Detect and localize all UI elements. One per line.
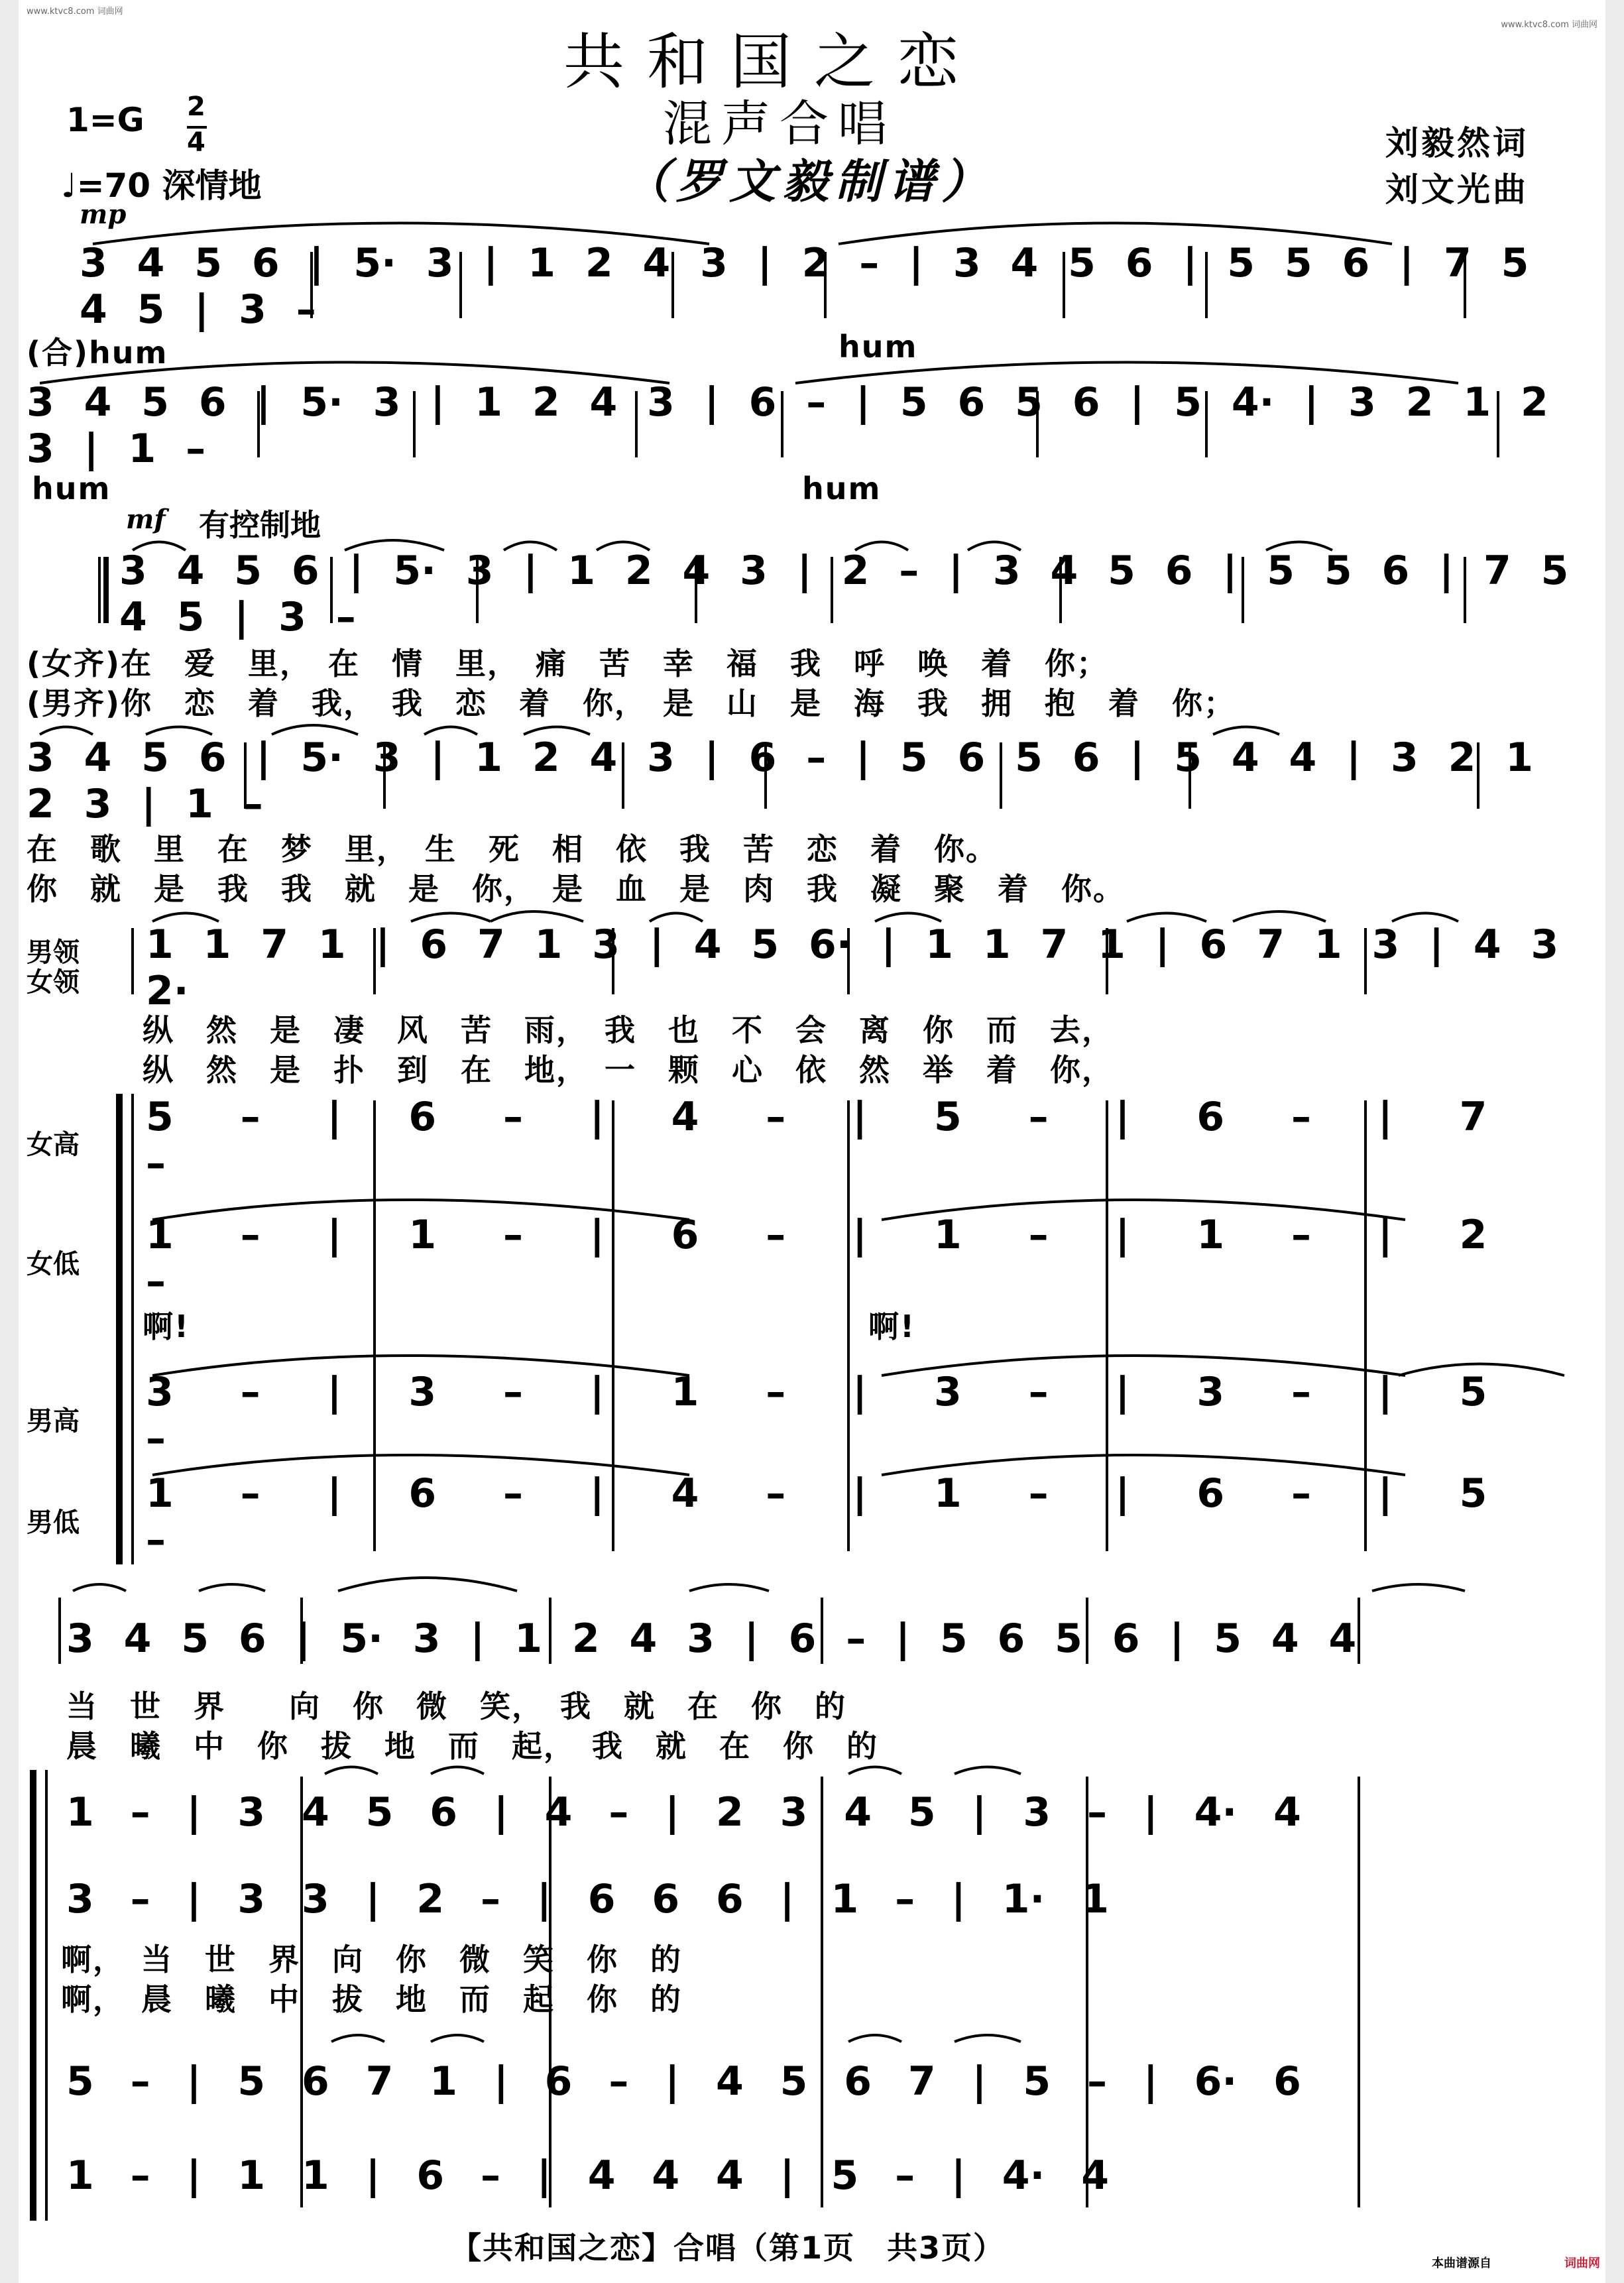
slur bbox=[955, 1767, 1021, 1775]
system1-lyric-b: hum bbox=[839, 329, 918, 365]
slur bbox=[93, 223, 709, 245]
slur bbox=[40, 727, 93, 735]
slur bbox=[1213, 727, 1279, 735]
slur bbox=[146, 727, 212, 735]
tie bbox=[882, 1200, 1405, 1220]
choir2-alto-notes: 3 – | 3 3 | 2 – | 6 6 6 | 1 – | 1· 1 bbox=[66, 1876, 1109, 1922]
composer-credit: 刘文光曲 bbox=[1385, 170, 1529, 209]
watermark-left: www.ktvc8.com 词曲网 bbox=[27, 7, 123, 17]
system7-lyric-2: 晨 曦 中 你 拔 地 而 起， 我 就 在 你 的 bbox=[66, 1728, 878, 1764]
tempo-marking: ♩=70 深情地 bbox=[61, 166, 262, 205]
choir2-soprano-notes: 1 – | 3 4 5 6 | 4 – | 2 3 4 5 | 3 – | 4· 4 bbox=[66, 1789, 1301, 1836]
label-male-lead: 男领 bbox=[27, 937, 80, 968]
slur bbox=[1372, 1584, 1465, 1591]
choir1-bass-notes: 1 – | 6 – | 4 – | 1 – | 6 – | 5 – bbox=[146, 1470, 1487, 1563]
system1-notes: 3 4 5 6 | 5· 3 | 1 2 4 3 | 2 – | 3 4 5 6 | 5 5 6 | 7 5 4 5 | 3 – bbox=[80, 240, 1529, 333]
tie bbox=[1399, 1364, 1564, 1376]
system2-lyric-a: hum bbox=[32, 471, 111, 506]
slur bbox=[338, 1578, 517, 1591]
choir2-lyric-2: 啊， 晨 曦 中 拔 地 而 起 你 的 bbox=[61, 1981, 682, 2017]
time-signature-bottom: 4 bbox=[187, 127, 205, 158]
slur bbox=[839, 223, 1392, 245]
slur bbox=[795, 363, 1458, 384]
slur bbox=[345, 540, 444, 550]
label-tenor: 男高 bbox=[27, 1406, 80, 1436]
slur bbox=[1392, 913, 1458, 922]
slur bbox=[73, 1584, 126, 1591]
slur bbox=[411, 913, 491, 922]
system3-lyric-female: (女齐)在 爱 里， 在 情 里， 痛 苦 幸 福 我 呼 唤 着 你； bbox=[27, 646, 1109, 681]
choir1-alto-notes: 1 – | 1 – | 6 – | 1 – | 1 – | 2 – bbox=[146, 1212, 1487, 1305]
tie bbox=[152, 1356, 689, 1376]
system5-lyric-2: 纵 然 是 扑 到 在 地， 一 颗 心 依 然 举 着 你， bbox=[143, 1052, 1114, 1088]
system4-notes: 3 4 5 6 | 5· 3 | 1 2 4 3 | 6 – | 5 6 5 6 | 5 4 4 | 3 2 1 2 3 | 1 – bbox=[27, 734, 1533, 827]
slur bbox=[331, 2035, 384, 2042]
slur bbox=[133, 542, 186, 551]
system4-lyric-2: 你 就 是 我 我 就 是 你， 是 血 是 肉 我 凝 聚 着 你。 bbox=[27, 871, 1125, 907]
tie bbox=[152, 1455, 689, 1475]
slur bbox=[848, 1767, 901, 1775]
slur bbox=[272, 725, 358, 734]
slur bbox=[40, 363, 669, 384]
slur bbox=[1266, 542, 1332, 551]
watermark-right: www.ktvc8.com 词曲网 bbox=[1501, 20, 1597, 30]
label-soprano: 女高 bbox=[27, 1130, 80, 1160]
system2-notes: 3 4 5 6 | 5· 3 | 1 2 4 3 | 6 – | 5 6 5 6 | 5 4· | 3 2 1 2 3 | 1 – bbox=[27, 379, 1548, 472]
choir1-ah-b: 啊! bbox=[868, 1309, 915, 1344]
slur bbox=[199, 1584, 265, 1591]
label-female-lead: 女领 bbox=[27, 967, 80, 998]
slur bbox=[968, 542, 1021, 551]
lyricist-credit: 刘毅然词 bbox=[1385, 124, 1529, 162]
choir1-tenor-notes: 3 – | 3 – | 1 – | 3 – | 3 – | 5 – bbox=[146, 1369, 1487, 1462]
slur bbox=[431, 2035, 484, 2042]
slur bbox=[689, 1584, 769, 1591]
footer-source-label: 本曲谱源自 bbox=[1432, 2256, 1491, 2270]
slur bbox=[875, 913, 941, 922]
system7-lyric-1: 当 世 界 向 你 微 笑， 我 就 在 你 的 bbox=[66, 1688, 846, 1724]
slur bbox=[152, 913, 219, 922]
label-alto: 女低 bbox=[27, 1249, 80, 1279]
system5-lyric-1: 纵 然 是 凄 风 苦 雨， 我 也 不 会 离 你 而 去， bbox=[143, 1012, 1114, 1048]
expression-marking: 有控制地 bbox=[199, 507, 321, 543]
key-signature: 1=G bbox=[66, 101, 145, 139]
dynamic-mp: mp bbox=[80, 199, 127, 230]
page-subtitle: 混声合唱 bbox=[663, 95, 896, 152]
system7-notes: 3 4 5 6 | 5· 3 | 1 2 4 3 | 6 – | 5 6 5 6 | 5 4 4 bbox=[66, 1615, 1357, 1662]
system5-notes: 1 1 7 1 | 6 7 1 3 | 4 5 6· | 1 1 7 1 | 6 7 1 3 | 4 3 2· bbox=[146, 921, 1559, 1014]
label-bass: 男低 bbox=[27, 1507, 80, 1538]
system2-lyric-b: hum bbox=[802, 471, 882, 506]
choir1-ah-a: 啊! bbox=[143, 1309, 190, 1344]
transcriber-credit: （罗文毅制谱） bbox=[623, 154, 994, 209]
system3-notes: 3 4 5 6 | 5· 3 | 1 2 4 3 | 2 – | 3 4 5 6 | 5 5 6 | 7 5 4 5 | 3 – bbox=[119, 548, 1569, 640]
slur bbox=[848, 2035, 901, 2042]
choir2-bass-notes: 1 – | 1 1 | 6 – | 4 4 4 | 5 – | 4· 4 bbox=[66, 2152, 1109, 2199]
system1-lyric-a: (合)hum bbox=[27, 335, 168, 371]
tie bbox=[882, 1356, 1405, 1376]
slur bbox=[650, 913, 703, 922]
slur bbox=[431, 1767, 484, 1775]
choir2-lyric-1: 啊， 当 世 界 向 你 微 笑 你 的 bbox=[61, 1942, 682, 1977]
time-signature-top: 2 bbox=[187, 91, 205, 122]
slur bbox=[1233, 911, 1326, 921]
tie bbox=[152, 1200, 689, 1220]
slur bbox=[955, 2035, 1021, 2042]
system4-lyric-1: 在 歌 里 在 梦 里， 生 死 相 依 我 苦 恋 着 你。 bbox=[27, 831, 998, 867]
slur bbox=[597, 542, 650, 551]
dynamic-mf: mf bbox=[126, 504, 166, 535]
choir2-tenor-notes: 5 – | 5 6 7 1 | 6 – | 4 5 6 7 | 5 – | 6· 6 bbox=[66, 2058, 1301, 2105]
footer-site-label: 词曲网 bbox=[1564, 2256, 1600, 2270]
slur bbox=[504, 542, 557, 551]
tie bbox=[882, 1455, 1405, 1475]
slur bbox=[524, 727, 590, 735]
slur bbox=[491, 911, 583, 921]
choir1-soprano-notes: 5 – | 6 – | 4 – | 5 – | 6 – | 7 – bbox=[146, 1094, 1487, 1187]
slur bbox=[424, 727, 477, 735]
page-title: 共和国之恋 bbox=[563, 27, 982, 97]
slur bbox=[855, 542, 908, 551]
slur bbox=[325, 1767, 378, 1775]
slur bbox=[1127, 913, 1206, 922]
system3-lyric-male: (男齐)你 恋 着 我， 我 恋 着 你， 是 山 是 海 我 拥 抱 着 你； bbox=[27, 685, 1236, 721]
page-footer: 【共和国之恋】合唱（第1页 共3页） bbox=[451, 2230, 1006, 2266]
